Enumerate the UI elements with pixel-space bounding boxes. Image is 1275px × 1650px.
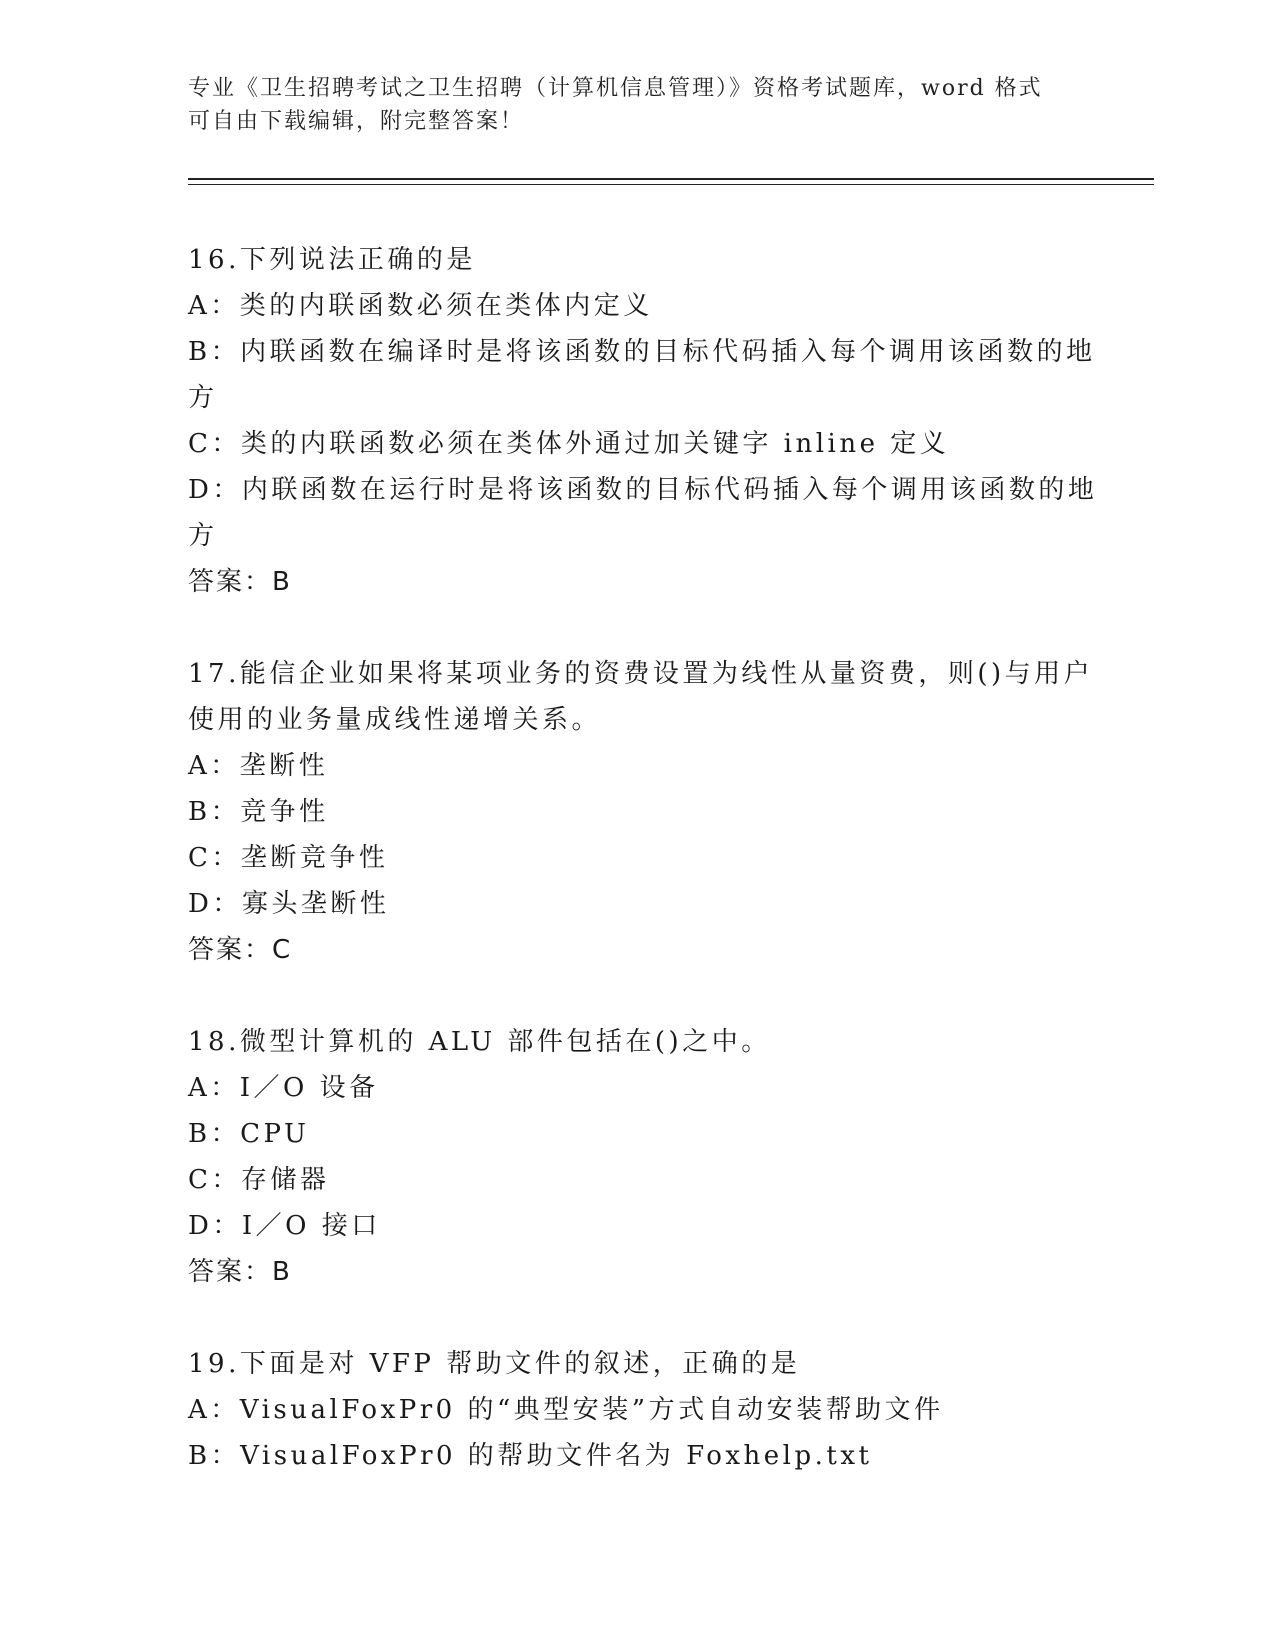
answer: 答案：B — [188, 1257, 292, 1287]
question-17 — [188, 651, 1094, 973]
answer: 答案：B — [188, 567, 292, 597]
option-c: C：垄断竞争性 — [188, 843, 389, 873]
question-stem: 16.下列说法正确的是 — [188, 245, 476, 275]
option-a: A：垄断性 — [188, 751, 329, 781]
option-d: D：I／O 接口 — [188, 1211, 381, 1241]
spacer — [188, 1295, 1088, 1341]
option-c: C：类的内联函数必须在类体外通过加关键字 inline 定义 — [188, 429, 950, 459]
answer: 答案：C — [188, 935, 293, 965]
option-d-continued: 方 — [188, 521, 218, 551]
question-stem: 19.下面是对 VFP 帮助文件的叙述，正确的是 — [188, 1349, 801, 1379]
option-b: B：CPU — [188, 1119, 310, 1149]
question-stem: 17.能信企业如果将某项业务的资费设置为线性从量资费，则()与用户 — [188, 659, 1094, 689]
option-a: A：I／O 设备 — [188, 1073, 379, 1103]
header-line-2: 可自由下载编辑，附完整答案！ — [188, 109, 525, 134]
option-b: B：内联函数在编译时是将该函数的目标代码插入每个调用该函数的地 — [188, 337, 1096, 367]
option-b-continued: 方 — [188, 383, 218, 413]
question-16 — [188, 237, 1098, 605]
question-19 — [188, 1341, 1088, 1479]
option-b: B：VisualFoxPr0 的帮助文件名为 Foxhelp.txt — [188, 1441, 873, 1471]
option-a: A：VisualFoxPr0 的“典型安装”方式自动安装帮助文件 — [188, 1395, 944, 1425]
option-b: B：竞争性 — [188, 797, 329, 827]
header-line-1: 专业《卫生招聘考试之卫生招聘（计算机信息管理）》资格考试题库，word 格式 — [188, 76, 1043, 101]
question-list — [188, 237, 1098, 1479]
option-d: D：寡头垄断性 — [188, 889, 390, 919]
option-d: D：内联函数在运行时是将该函数的目标代码插入每个调用该函数的地 — [188, 475, 1098, 505]
document-header — [188, 72, 1068, 138]
spacer — [188, 605, 1088, 651]
header-divider-thick — [188, 178, 1154, 180]
question-18 — [188, 1019, 1088, 1295]
question-stem-continued: 使用的业务量成线性递增关系。 — [188, 705, 602, 735]
question-stem: 18.微型计算机的 ALU 部件包括在()之中。 — [188, 1027, 771, 1057]
spacer — [188, 973, 1088, 1019]
option-a: A：类的内联函数必须在类体内定义 — [188, 291, 653, 321]
header-divider-thin — [188, 184, 1154, 185]
option-c: C：存储器 — [188, 1165, 330, 1195]
